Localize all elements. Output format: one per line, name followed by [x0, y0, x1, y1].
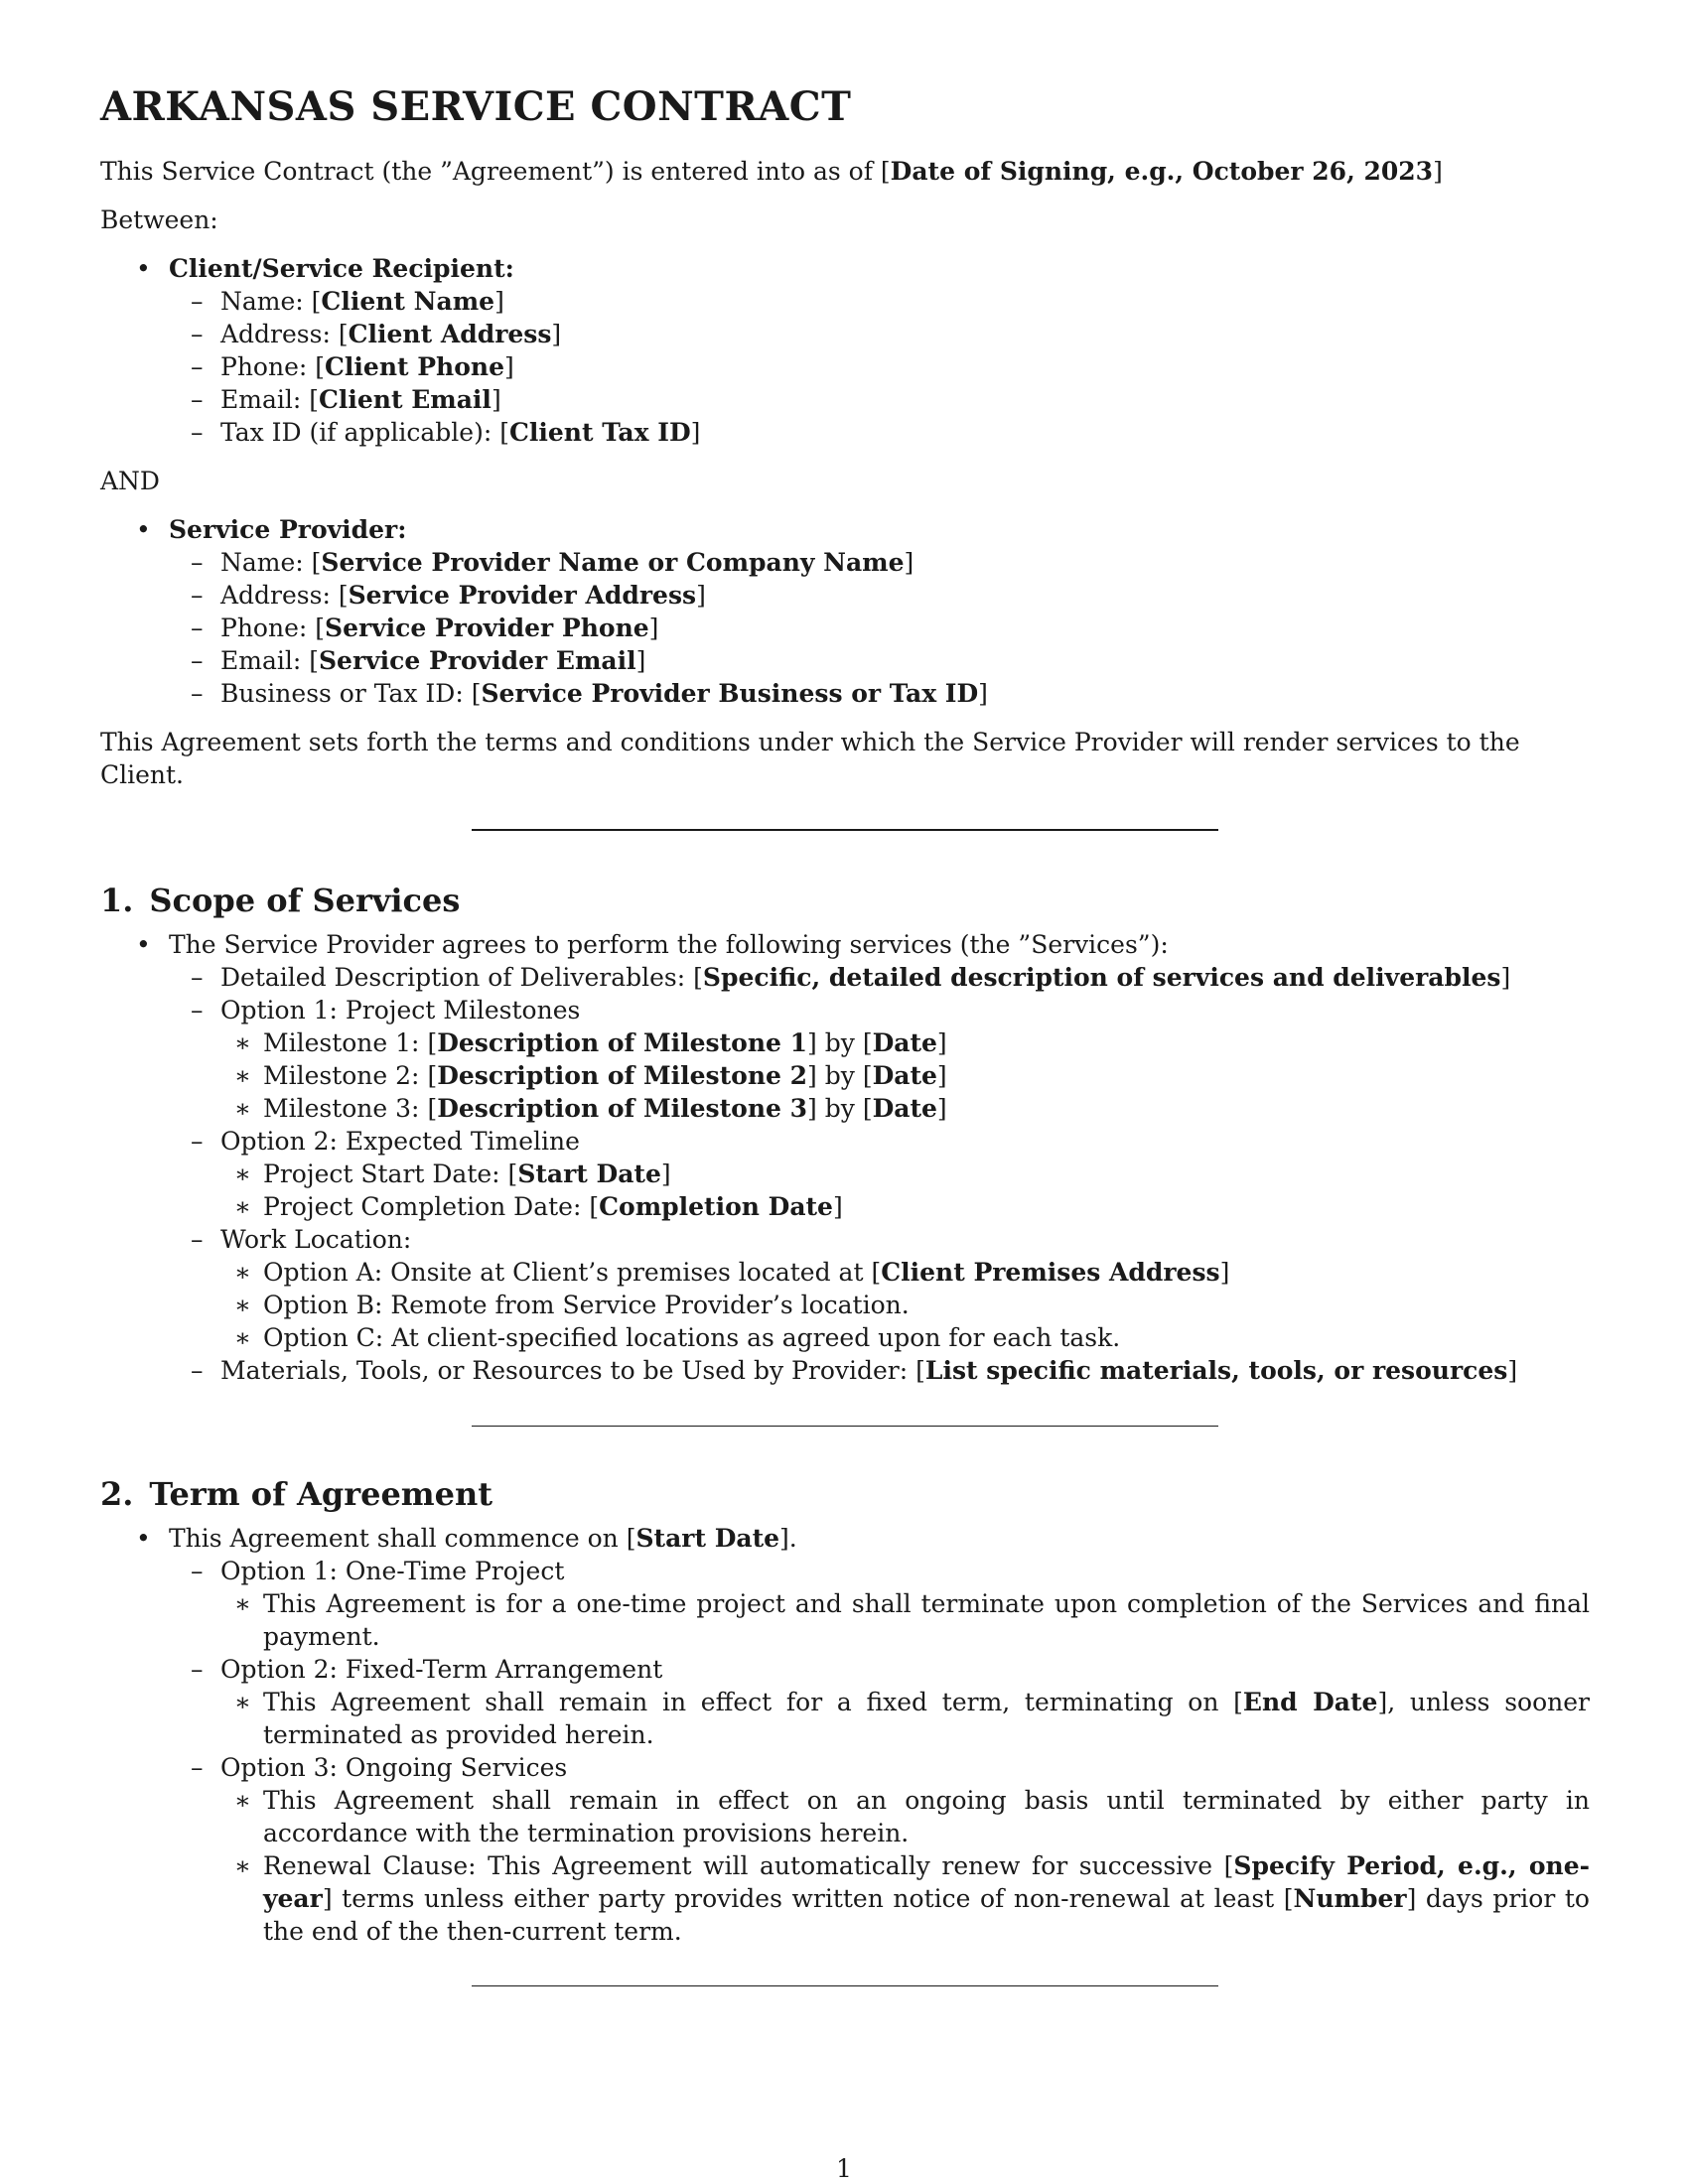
term-option-3: – Option 3: Ongoing Services ∗ This Agreement shall remain in effect on an ongoing basis until terminated by either party in accordance with the termination provisions herein. ∗ Renewal Clause: This Agreement will automatically renew for successive [Specify Period, e.g., one-year] terms unless either party provides written notice of non-renewal at least [Number] days prior to the end of the then-current term. [161, 1751, 1590, 1948]
section-2-heading: 2. Term of Agreement [100, 1475, 493, 1513]
provider-field-name: – Name: [Service Provider Name or Company Name] [161, 546, 1590, 579]
client-heading: Client/Service Recipient: [169, 254, 514, 283]
location-option-a: ∗ Option A: Onsite at Client’s premises located at [Client Premises Address] [212, 1256, 1590, 1289]
page-number: 1 [836, 2154, 852, 2183]
signing-date-placeholder: Date of Signing, e.g., October 26, 2023 [890, 157, 1434, 186]
client-fields [161, 285, 1590, 449]
client-field-name: – Name: [Client Name] [161, 285, 1590, 318]
section-1-lead: • The Service Provider agrees to perform the following services (the ”Services”): – Detailed Description of Deliverables: [Specific, detailed description of services and deliverables] – Option 1: Project Milestones ∗ Milestone 1: [Description of Milestone 1] by [Date] ∗ Milestone 2: [Description of Milestone 2] by [Date] ∗ Milestone 3: [Description of Milestone 3] by [Date] – Option 2: Expected Timeline ∗ Project Start Date: [Start Date] ∗ Project Completion Date: [Completion Date] – Work Location: ∗ Option A: Onsite at Client’s premises located at [Client Premises Address] ∗ Option B: Remote from Service Provider’s location. ∗ Option C: At client-specified locations as agreed upon for each task. – Materials, Tools, or Resources to be Used by Provider: [List specific materials, tools, or resources] [100, 928, 1590, 1387]
document-title: ARKANSAS SERVICE CONTRACT [100, 83, 852, 130]
term-option-2-details [212, 1686, 1590, 1751]
section-divider [472, 1985, 1218, 1986]
term-option-3-details [212, 1784, 1590, 1948]
section-1-heading: 1. Scope of Services [100, 882, 461, 919]
work-location-item: – Work Location: ∗ Option A: Onsite at Client’s premises located at [Client Premises Address] ∗ Option B: Remote from Service Provider’s location. ∗ Option C: At client-specified locations as agreed upon for each task. [161, 1223, 1590, 1354]
client-heading-item [100, 252, 1590, 449]
client-list [100, 252, 1590, 449]
section-2-list [100, 1522, 1590, 1948]
closing-paragraph: This Agreement sets forth the terms and conditions under which the Service Provider will render services to the Client. [100, 728, 1520, 789]
term-option-3-text: ∗ This Agreement shall remain in effect on an ongoing basis until terminated by either party in accordance with the termination provisions herein. [212, 1784, 1590, 1849]
between-label: Between: [100, 205, 218, 234]
materials-item: – Materials, Tools, or Resources to be Used by Provider: [List specific materials, tools, or resources] [161, 1354, 1590, 1387]
section-divider [472, 1426, 1218, 1427]
provider-field-phone: – Phone: [Service Provider Phone] [161, 612, 1590, 644]
client-field-taxid: – Tax ID (if applicable): [Client Tax ID] [161, 416, 1590, 449]
section-divider [472, 829, 1218, 831]
provider-list [100, 513, 1590, 710]
client-field-address: – Address: [Client Address] [161, 318, 1590, 350]
term-option-1-text: ∗ This Agreement is for a one-time project and shall terminate upon completion of the Services and final payment. [212, 1587, 1590, 1653]
term-option-1-details [212, 1587, 1590, 1653]
location-option-b: ∗ Option B: Remote from Service Provider’s location. [212, 1289, 1590, 1321]
provider-heading-item [100, 513, 1590, 710]
option1-item: – Option 1: Project Milestones ∗ Milestone 1: [Description of Milestone 1] by [Date] ∗ Milestone 2: [Description of Milestone 2] by [Date] ∗ Milestone 3: [Description of Milestone 3] by [Date] [161, 994, 1590, 1125]
deliverables-item: – Detailed Description of Deliverables: [Specific, detailed description of services and deliverables] [161, 961, 1590, 994]
milestone-2: ∗ Milestone 2: [Description of Milestone 2] by [Date] [212, 1059, 1590, 1092]
section-1-items [161, 961, 1590, 1387]
milestone-1: ∗ Milestone 1: [Description of Milestone 1] by [Date] [212, 1026, 1590, 1059]
timeline-list [212, 1158, 1590, 1223]
renewal-clause: ∗ Renewal Clause: This Agreement will automatically renew for successive [Specify Period, e.g., one-year] terms unless either party provides written notice of non-renewal at least [Number] days prior to the end of the then-current term. [212, 1849, 1590, 1948]
milestone-3: ∗ Milestone 3: [Description of Milestone 3] by [Date] [212, 1092, 1590, 1125]
client-field-email: – Email: [Client Email] [161, 383, 1590, 416]
section-2-lead: • This Agreement shall commence on [Start Date]. – Option 1: One-Time Project ∗ This Agreement is for a one-time project and shall terminate upon completion of the Services and final payment. – Option 2: Fixed-Term Arrangement ∗ This Agreement shall remain in effect for a fixed term, terminating on [End Date], unless sooner terminated as provided herein. – Option 3: Ongoing Services ∗ This Agreement shall remain in effect on an ongoing basis until terminated by either party in accordance with the termination provisions herein. ∗ Renewal Clause: This Agreement will automatically renew for successive [Specify Period, e.g., one-year] terms unless either party provides written notice of non-renewal at least [Number] days prior to the end of the then-current term. [100, 1522, 1590, 1948]
term-option-1: – Option 1: One-Time Project ∗ This Agreement is for a one-time project and shall terminate upon completion of the Services and final payment. [161, 1555, 1590, 1653]
option2-item: – Option 2: Expected Timeline ∗ Project Start Date: [Start Date] ∗ Project Completion Date: [Completion Date] [161, 1125, 1590, 1223]
intro-paragraph: This Service Contract (the ”Agreement”) is entered into as of [Date of Signing, e.g., October 26, 2023] [100, 157, 1443, 186]
provider-fields [161, 546, 1590, 710]
and-label: AND [100, 467, 160, 495]
term-option-2: – Option 2: Fixed-Term Arrangement ∗ This Agreement shall remain in effect for a fixed term, terminating on [End Date], unless sooner terminated as provided herein. [161, 1653, 1590, 1751]
section-2-items [161, 1555, 1590, 1948]
timeline-start: ∗ Project Start Date: [Start Date] [212, 1158, 1590, 1190]
term-option-2-text: ∗ This Agreement shall remain in effect for a fixed term, terminating on [End Date], unless sooner terminated as provided herein. [212, 1686, 1590, 1751]
provider-field-address: – Address: [Service Provider Address] [161, 579, 1590, 612]
timeline-completion: ∗ Project Completion Date: [Completion Date] [212, 1190, 1590, 1223]
location-list [212, 1256, 1590, 1354]
section-1-list [100, 928, 1590, 1387]
provider-heading: Service Provider: [169, 515, 407, 544]
provider-field-taxid: – Business or Tax ID: [Service Provider Business or Tax ID] [161, 677, 1590, 710]
location-option-c: ∗ Option C: At client-specified locations as agreed upon for each task. [212, 1321, 1590, 1354]
document-page [100, 84, 1590, 1986]
provider-field-email: – Email: [Service Provider Email] [161, 644, 1590, 677]
client-field-phone: – Phone: [Client Phone] [161, 350, 1590, 383]
milestones-list [212, 1026, 1590, 1125]
